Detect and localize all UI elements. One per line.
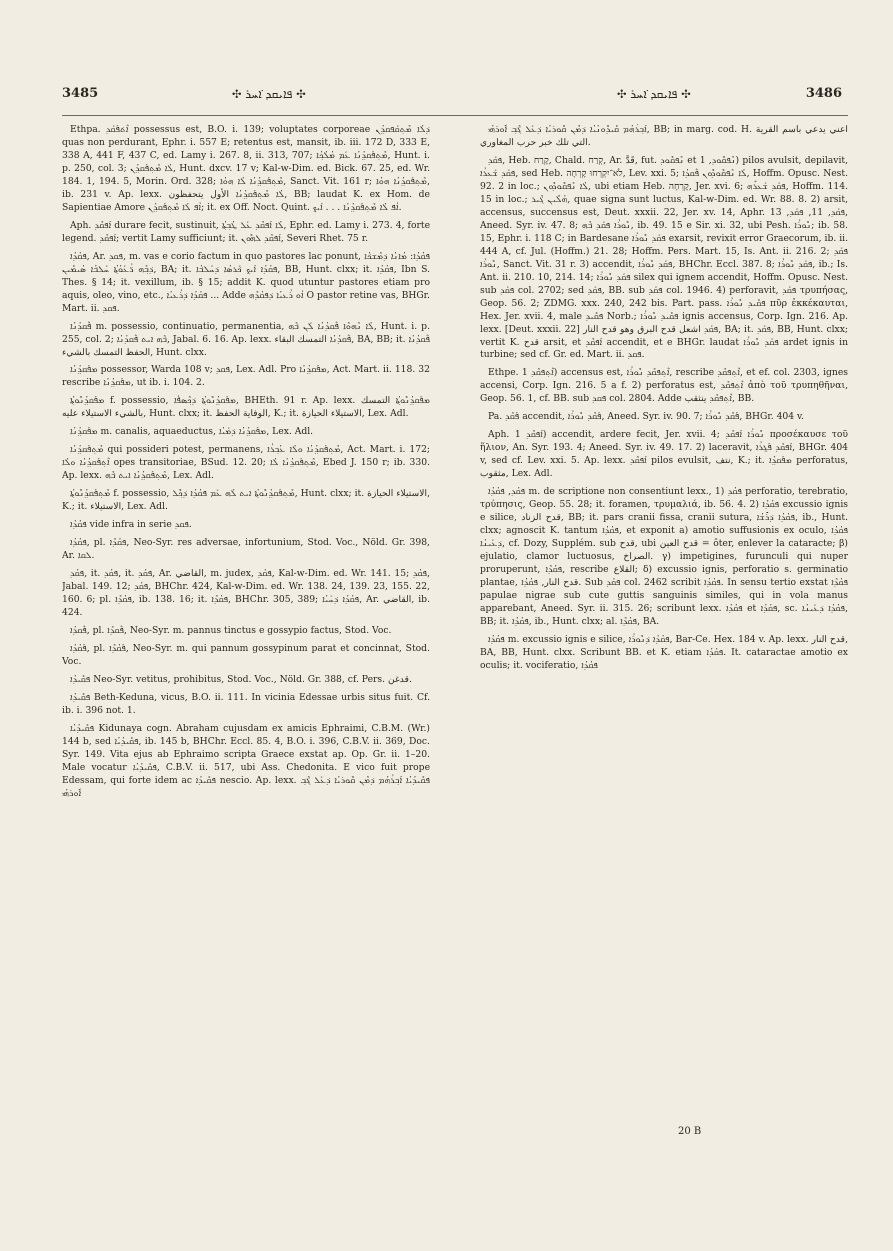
entry-beth-keduna: ܦܩܺܝܕܳܐ Beth-Keduna, vicus, B.O. ii. 111. In vicinia Edessae urbis situs fuit. Cf. ib. i. 396 not. 1. [62, 691, 430, 716]
running-title-left: ✣ ܦܐܝܩܕ ܐ݁ܚܪ ✣ [232, 87, 306, 101]
entry-perforatio: ܦܩܳܕ, ܦܩܳܕܳܐ m. de scriptione non consentiunt lexx., 1) ܦܩܳܕ perforatio, terebratio, τρύπησις, Geop. 55. 28; it. foramen, τρυμαλιά, ib. 56. 4. 2) ܦܩܳܕܳܐ excussio ignis e silice, قدح الزناد, BB; it. pars cranii fissa, cranii sutura, ܦܩܳܕܳܐ ܕ݁ܪܺܫܳܐ, ib., Hunt. clxx; agnoscit K. tantum ܦܩܳܕܳܐ, et exponit a) amotio suffusionis ex oculo, ܦܩܳܕܳܐ ܕ݁ܥܰܝܢܳܐ, cf. Dozy, Supplém. sub قدح, ubi قدح العين = ôter, enlever la cataracte; β) ejulatio, clamor luctuosus, الصراخ. γ) impetigines, furunculi qui nuper proruperunt, ܦܩܳܕܶܐ, rescribe القلاع; δ) excussio ignis, perforatio s. germinatio plantae, قدح النار, ܦܩܳܕܳܐ. Sub ܦܩܳܕ col. 2462 scribit ܦܩܳܕܳܐ. In sensu tertio exstat ܦܩܳܕܶܐ papulae nigrae sub cute guttis sanguinis similes, qui in vola manus apparebant, Aneed. Syr. ii. 315. 26; scribunt lexx. ܦܩܳܕܳܐ et ܦܩܳܕܳܐ, sc. ܦܩܳܕܳܐ ܕ݁ܥܰܝܢܳܐ, BB; it. ܦܩܳܕܳܐ, ib., Hunt. clxx; al. ܦܩܳܕܶܐ, BA. [480, 486, 848, 627]
entry-pannus: ܦܶܩܕܳܐ, pl. ܦܶܩܕܶܐ, Neo-Syr. m. pannus tinctus e gossypio factus, Stod. Voc. [70, 624, 392, 636]
right-column [480, 124, 848, 1124]
entry-judex: ܦܩܳܕ, it. ܦܩܳܕ, it. ܦܩܳܕ, Ar. القاضي, m. judex, ܦܩܳܕ, Kal-w-Dim. ed. Wr. 141. 15; ܦܩܳܕ, Jabal. 149. 12; ܦܩܳܕ, BHChr. 424, Kal-w-Dim. ed. Wr. 138. 24, 139. 23, 155. 22, 160. 6; pl. ܦܩܳܕܶܐ, ib. 138. 16; it. ܦܩܳܕܶܐ, BHChr. 305, 389; ܦܩܳܕܳܐ ܕ݁ܚܰܝܳܐ, Ar. القاضي, ib. 424. [62, 568, 430, 618]
entry-pa: Pa. ܦܰܩܶܕ accendit, ܦܰܩܶܕ ܢܽܘܪܳܐ, Aneed. Syr. iv. 90. 7; ܦܰܩܶܕ ܢܽܘܪܳܐ, BHGr. 404 v. [488, 411, 805, 423]
entry-aph: Aph. ܐܰܦܩܶܕ durare fecit, sustinuit, ܠܳܐ ܐܰܦܩܶܕ ܥܰܠ ܛܳܒ݂ܬ݂ܳܐ, Ephr. ed. Lamy i. 273. 4, forte legend. ܐܰܦܩܶܕ; vertit Lamy sufficiunt; it. ܐܰܦܩܶܕ ܠܗܽܘܢ, Severi Rhet. 75 r. [62, 219, 430, 244]
page-number-right: 3486 [805, 86, 842, 101]
running-title-right: ✣ ܦܐܝܩܕ ܐ݁ܚܪ ✣ [617, 87, 691, 101]
entry-vas-e-corio: ܦܩܳܕܳܐ, Ar. ܦܩܕ, m. vas e corio factum in quo pastores lac ponunt, ܦܩܳܕܳܐ: ܡܳܐܢܳܐ ܕ݁ܡܶܫܟ݁ܳܐ ܕ݁ܒ݂ܶܗ ܪ̈ܳܥܰܘܳܬ݂ܳܐ ܚܰܠܒ݁ܳܐ ܣܳܝܡܺܝܢ, BA; it. ܦܩܳܕܳܐ ܐܰܝܟ݂ ܟ݁ܰܪܣܳܐ ܕ݁ܚܰܠܒ݁ܳܐ, BB, Hunt. clxx; it. ܦܩܳܕܳܐ, Ibn S. Thes. § 14; it. vexillum, ib. § 15; addit K. quod utuntur pastores etiam pro aquis, oleo, vino, etc., ܦܩܳܕܳܐ ܕ݁ܪܳܥܝܳܐ ... Adde ܐܳܘ ܪܳܥܝܳܐ ܕ݁ܦܩܳܕܶܗ O pastor retine vas, BHGr. Mart. ii. ܦܩܕ. [62, 250, 430, 314]
entry-aph-right: Aph. ܐܰܦܩܶܕ 1) accendit, ardere fecit, Jer. xvii. 4; ܢܽܘܪܳܐ ܐܰܦܩܶܕ προσέκαυσε τοῦ ἥλιον, An. Syr. 193. 4; Aneed. Syr. iv. 49. 17. 2) laceravit, ܐܰܦܩܶܕ ܦܰܓ݂ܪܳܐ, BHGr. 404 v, sed cf. Lev. xxi. 5. Ap. lexx. ܐܰܦܩܶܕ pilos evulsit, نتف, K.; it. ܡܦܰܩܕ݂ܳܐ perforatus, مثقوب, Lex. Adl. [480, 429, 848, 480]
signature-mark: 20 B [678, 1126, 702, 1137]
entry-possessio-f: ܡܦܰܩܕ݂ܳܢܽܘܬ݂ܳܐ f. possessio, ܡܦܰܩܕ݂ܳܢܽܘܬ݂ܳܐ ܕ݁ܟ݂ܶܣܦ݁ܳܐ, BHEth. 91 r. Ap. lexx. ܡܦܰܩܕ݂ܳܢܽܘܬ݂ܳܐ التمسك بالشيء الاستيلاء عليه, Hunt. clxx; it. الوفاية الحفظ, K.; it. الاستيلاء الحيازة, Lex. Adl. [62, 395, 430, 420]
entry-vetitus: ܦܩܺܝܕܳܐ Neo-Syr. vetitus, prohibitus, Stod. Voc., Nöld. Gr. 388, cf. Pers. قدغن. [70, 673, 412, 685]
entry-kidunaya: ܦܩܺܝܕܳܝܳܐ Kidunaya cogn. Abraham cujusdam ex amicis Ephraimi, C.B.M. (Wr.) 144 b, sed ܦܩܺܝܕܳܝܳܐ, ib. 145 b, BHChr. Eccl. 85. 4, B.O. i. 396, C.B.V. ii. 369, Doc. Syr. 149. Vita ejus ab Ephraimo scripta Graece exstat ap. Op. Gr. ii. 1–20. Male vocatur ܦܩܺܝܕܳܝܳܐ, C.B.V. ii. 517, ubi Ass. Chedonita. E vico fuit prope Edessam, qui forte idem ac ܦܩܺܝܕܳܐ nescio. Ap. lexx. ܦܩܺܝܕܳܝܳܐ ܐܰܒ݂ܪܳܗܳܡ ܕ݁ܡܶܢ ܩܽܘܪܝܳܐ ܕ݁ܥܰܠ ܓ݁ܶܒ݂ ܐܽܘܪܗܳܝ [62, 722, 430, 799]
entry-qui-possideri: ܡܶܬ݂ܦܰܩܕ݂ܳܢܳܐ qui possideri potest, permanens, ܡܶܬ݂ܦܰܩܕ݂ܳܢܳܐ ܘܠܳܐ ܥܳܒ݂ܪܳܐ, Act. Mart. i. 172; ܐܶܬ݂ܦܰܩܕ݂ܳܢܳܐ ܘܠܳܐ opes transitoriae, BSud. 12. 20; ܡܶܬ݂ܦܰܩܕ݂ܳܢܳܐ ܠܳܐ, Ebed J. 150 r; ib. 330. Ap. lexx. ܡܶܬ݂ܦܰܩܕ݂ܳܢܳܐ ܐܝܬ ܒ݁ܶܗ, Lex. Adl. [62, 444, 430, 482]
page-header [62, 86, 842, 106]
entry-continued: ܐܰܒ݂ܪܳܗܳܡ ܩܺܝܕܽܘܢܳܝܳܐ ܕ݁ܡܶܢ ܩܽܘܪܝܳܐ ܕ݁ܥܰܠ ܓ݁ܶܒ݂ ܐܽܘܪܗܳܝ, BB; in marg. cod. H. اعني يدعي باسم القرية التي تلك خبر حرب المغاوري. [480, 124, 848, 148]
entry-ethpa: Ethpa. ܐܶܬ݁ܦܰܩܰܕ possessus est, B.O. i. 139; voluptates corporeae ܕ݁ܠܳܐ ܡܶܬ݂ܩܰܦܩܕ݂ܳܢ quas non perdurant, Ephr. i. 557 E; retentus est, mansit, ib. iii. 172 D, 333 E, 338 A, 441 F, 437 C, ed. Lamy i. 267. 8, ii. 313, 707; ܡܶܬ݂ܦܰܩܕ݂ܳܢܳܐ ܥܰܡ ܡܳܠܳܟ݂ܳܐ, Hunt. i. p. 250, col. 3; ܠܳܐ ܡܶܬ݂ܦܰܩܕ݂ܳܢ, Hunt. dxcv. 17 v; Kal-w-Dim. ed. Bick. 67. 25, ed. Wr. 184. 1, 194. 5, Morin. Ord. 328; ܡܶܬ݂ܦܰܩܕ݂ܳܢܳܐ ܠܳܐ ܗܘܳܐ, Sanct. Vit. 161 r; ܡܶܬ݂ܦܰܩܕ݂ܳܢܳܐ ܗܘܳܐ, ib. 231 v. Ap. lexx. ܠܳܐ ܡܶܬ݂ܦܰܩܕ݂ܳܢܳܐ الأول يتحفظون, BB; laudat K. ex Hom. de Sapientiae Amore ܐܳܦ ܠܳܐ ܡܶܬ݂ܦܰܩܕ݂ܳܢ; it. ex Off. Noct. Quint. ܐܳܦ ܠܳܐ ܡܶܬ݂ܦܰܩܕ݂ܳܢܳܐ . . . ܐܰܝܟ݂. [62, 124, 430, 213]
entry-possessio-f2: ܡܶܬ݂ܦܰܩܕ݂ܳܢܽܘܬ݂ܳܐ f. possessio, ܡܶܬ݂ܦܰܩܕ݂ܳܢܽܘܬ݂ܳܐ ܐܝܬ ܠܳܗ ܥܰܡ ܦܩܳܕܳܐ ܕ݁ܟ݂ܽܠ, Hunt. clxx; it. الاستيلاء الحيازة, K.; it. الاستيلاء, Lex. Adl. [62, 488, 430, 513]
entry-qui-pannum: ܦܰܩܳܕܳܐ, pl. ܦܰܩܳܕܶܐ, Neo-Syr. m. qui pannum gossypinum parat et concinnat, Stod. Voc. [62, 642, 430, 667]
entry-res-adversae: ܦܩܳܕܳܐ, pl. ܦܩܳܕܶܐ, Neo-Syr. res adversae, infortunium, Stod. Voc., Nöld. Gr. 398, Ar. ܠܩܐ. [62, 537, 430, 562]
entry-possessor: ܡܦܰܩܕ݂ܳܢܳܐ possessor, Warda 108 v; ܦܩܕ, Lex. Adl. Pro ܡܦܰܩܕ݂ܳܢܳܐ, Act. Mart. ii. 118. 32 rescribe ܡܦܰܩܕ݂ܳܢܳܐ, ut ib. i. 104. 2. [62, 364, 430, 389]
entry-possessio: ܦܶܩܕܳܢܳܐ m. possessio, continuatio, permanentia, ܠܳܐ ܢܶܗܘܶܐ ܦܶܩܕܳܢܳܐ ܠܰܢ ܒ݁ܶܗ, Hunt. i. p. 255, col. 2; ܒ݁ܶܗ ܐܝܬ ܦܶܩܕܳܢܳܐ, Jabal. 6. 16. Ap. lexx. ܦܶܩܕܳܢܳܐ التمسك البقاء, BA, BB; it. ܦܶܩܕܳܢܳܐ الحفظ التمسك بالشيء, Hunt. clxx. [62, 320, 430, 358]
left-column [62, 124, 430, 1124]
entry-vide-infra: ܦܩܳܕܳܐ vide infra in serie ܦܩܕ. [70, 519, 192, 531]
entry-canalis: ܡܦܰܩܕ݂ܳܢܳܐ m. canalis, aquaeductus, ܡܦܰܩܕ݂ܳܢܳܐ ܕ݁ܡܰܝܳܐ, Lex. Adl. [70, 426, 314, 438]
page-number-left: 3485 [62, 86, 99, 101]
entry-excussio-ignis: ܦܩܳܕܳܐ m. excussio ignis e silice, ܦܩܳܕܳܐ ܕ݁ܢܽܘܪܳܐ, Bar-Ce. Hex. 184 v. Ap. lexx. قدح النار, BA, BB, Hunt. clxx. Scribunt BB. et K. etiam ܦܩܳܕܳܐ. It. cataractae amotio ex oculis; it. vociferatio, ܦܩܳܕܳܐ [480, 633, 848, 671]
entry-pqad-main: ܦܩܰܕ, Heb. קָרַח, Chald. קְרַח, Ar. قَدَّ, fut. ܢܶܦܩܽܘܕ et ܢܶܦܩܽܘܕ, 1) pilos avulsit, depilavit, ܦܩܰܕ ܫܰܥܪܳܐ, sed Heb. לֹא־יִקְרְחוּ קָרְחָה, Lev. xxi. 5; ܠܳܐ ܢܶܦܩܽܘܕܽܘܢ ܦܶܩܕܳܐ, Hoffm. Opusc. Nest. 92. 2 in loc.; ܠܳܐ ܢܶܦܩܽܘܕܽܘܢ, ubi etiam Heb. קָרְחָה, Jer. xvi. 6; ܦܩܰܕ ܫܰܥܪܶܗ, Hoffm. 114. 15 in loc.; ܗܳܠܶܝܢ ܓ݁ܶܝܪ, quae signa sunt luctus, Kal-w-Dim. ed. Wr. 88. 8. 2) arsit, accensus, succensus est, Deut. xxxii. 22, Jer. xv. 14, Aphr. ܦܩܰܕ, 11, ܦܩܰܕ, 13, Aneed. Syr. iv. 47. 8; ܢܽܘܪܳܐ ܦܩܰܕ ܒ݁ܶܗ, ib. 49. 15 e Sir. xi. 32, ubi Pesh. ܢܽܘܪܳܐ; ib. 58. 15, Ephr. i. 118 C; in Bardesane ܦܩܰܕ ܢܽܘܪܳܐ exarsit, revixit error Graecorum, ib. ii. 444 A, cf. Jul. (Hoffm.) 21. 28; Hoffm. Pers. Mart. 15, Is. Ant. ii. 216. 2; ܦܩܰܕ ܢܽܘܪܳܐ, Sanct. Vit. 31 r. 3) accendit, ܦܩܰܕ ܢܽܘܪܳܐ, BHChr. Eccl. 387. 8; ܦܩܰܕ ܢܽܘܪܳܐ, ib.; Is. Ant. ii. 210. 10, 214. 14; ܦܩܰܕ ܢܽܘܪܳܐ silex qui ignem accendit, Hoffm. Opusc. Nest. sub ܦܩܰܕ col. 2702; sed ܦܩܰܕ, BB. sub ܦܩܰܕ col. 1946. 4) perforavit, ܦܩܰܕ τρυπήσας, Geop. 56. 2; ZDMG. xxx. 240, 242 bis. Part. pass. ܦܩܺܝܕ ܢܽܘܪܳܐ πῦρ ἐκκέκαυται, Hex. Jer. xvii. 4, male ܦܩܺܝܕ Norb.; ܦܩܺܝܕ ܢܽܘܪܳܐ ignis accensus, Corp. Ign. 216. Ap. lexx. [Deut. xxxii. 22] ܦܩܰܕ اشعل قدح البرق وهو قدح النار, BA; it. ܦܩܰܕ, BB, Hunt. clxx; vertit K. قدح arsit, et ܐܰܦܩܶܕ accendit, et e BHGr. laudat ܦܩܰܕ ܢܽܘܪܳܐ ardet ignis in turbine; sed cf. Gr. ed. Mart. ii. ܦܩܕ. [480, 154, 848, 361]
header-rule [62, 115, 848, 116]
entry-ethpe: Ethpe. ܐܶܬ݂ܦܩܶܕ 1) accensus est, ܐܶܬ݂ܦܩܶܕ ܢܽܘܪܳܐ, rescribe ܐܶܬ݂ܦܩܶܕ, et ef. col. 2303, ignes accensi, Corp. Ign. 216. 5 a f. 2) perforatus est, ܐܶܬ݂ܦܩܶܕ ἀπὸ τοῦ τρυπηθῆναι, Geop. 56. 1, cf. BB. sub ܦܩܕ col. 2804. Adde ܐܶܬ݂ܦܩܶܕ ينثقب, BB. [480, 367, 848, 405]
